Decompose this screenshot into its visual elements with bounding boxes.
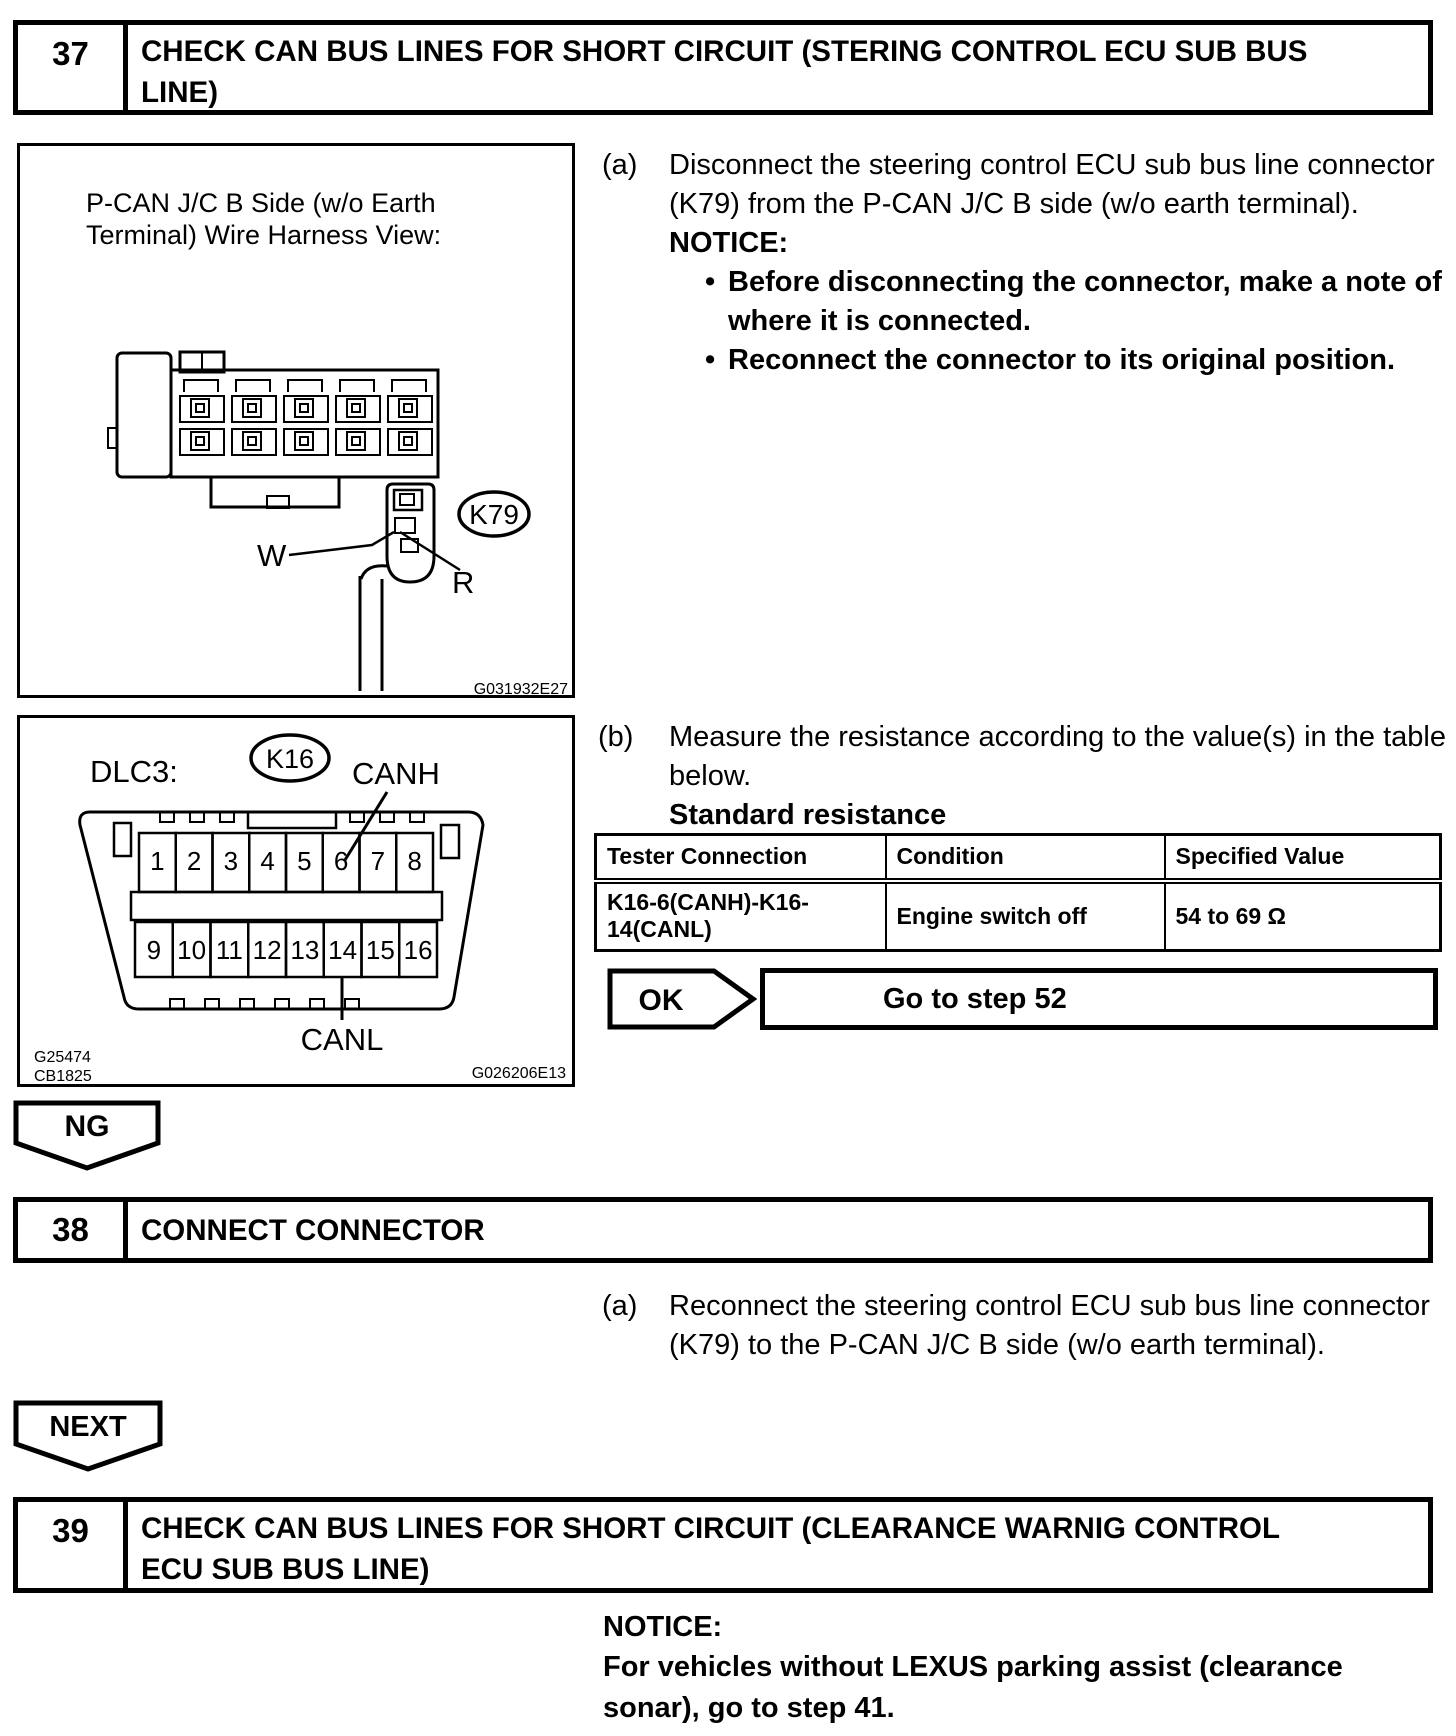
step-37-header	[13, 20, 1433, 115]
bullet-icon: •	[705, 344, 716, 376]
ng-label: NG	[64, 1110, 110, 1143]
step-37-notice-label: NOTICE:	[669, 227, 789, 259]
step-38-header	[13, 1197, 1433, 1263]
dlc3-connector-drawing	[20, 718, 572, 1084]
wire-label-r: R	[452, 565, 475, 600]
dlc3-pin-number: 14	[328, 935, 358, 965]
dlc3-pin-number: 12	[252, 935, 282, 965]
dlc3-pin-number: 7	[370, 846, 386, 876]
terminal-shape	[392, 380, 426, 392]
k79-label: K79	[469, 499, 519, 530]
step-37-b-text: Measure the resistance according to the value(s) in the table below.	[669, 721, 1446, 792]
dlc3-pin-number: 2	[186, 846, 202, 876]
step-39-header	[13, 1497, 1433, 1593]
standard-resistance-table	[594, 833, 1442, 952]
next-label: NEXT	[49, 1411, 127, 1443]
canl-label: CANL	[300, 1022, 384, 1057]
step-37-a-label: (a)	[602, 149, 638, 181]
ok-label: OK	[638, 984, 684, 1017]
next-arrow	[13, 1400, 163, 1478]
dlc3-pins-top-row	[139, 833, 433, 892]
step-39-title: CHECK CAN BUS LINES FOR SHORT CIRCUIT (CLEARANCE WARNIG CONTROL ECU SUB BUS LINE)	[141, 1512, 1280, 1586]
terminal-shape	[196, 437, 204, 445]
col-specified-value: Specified Value	[1165, 835, 1441, 881]
step-39-notice	[603, 1608, 1443, 1729]
step-38-number: 38	[18, 1202, 128, 1258]
figure-harness-view	[17, 143, 575, 698]
terminal-shape	[352, 404, 360, 412]
canh-label: CANH	[352, 756, 440, 791]
standard-resistance-title: Standard resistance	[669, 799, 947, 831]
step-37-number: 37	[18, 25, 128, 110]
cell-tester-connection: K16-6(CANH)-K16-14(CANL)	[596, 881, 886, 951]
terminal-shape	[300, 404, 308, 412]
step-38-title: CONNECT CONNECTOR	[141, 1213, 485, 1247]
table-row	[596, 881, 1441, 951]
terminal-shape	[243, 432, 261, 450]
terminal-shape	[184, 380, 218, 392]
step-39-notice-text: For vehicles without LEXUS parking assist (clearance sonar), go to step 41.	[603, 1651, 1343, 1724]
step-38-a-label: (a)	[602, 1290, 638, 1322]
step-37-notice-bullet-2: Reconnect the connector to its original position.	[728, 344, 1396, 376]
dlc3-pin-number: 1	[150, 846, 165, 876]
ok-action-box: Go to step 52	[760, 968, 1438, 1030]
figure1-caption-line2: Terminal) Wire Harness View:	[86, 220, 442, 250]
terminal-shape	[236, 380, 270, 392]
dlc3-caption: DLC3:	[90, 754, 178, 789]
step-37-notice-bullet-1: Before disconnecting the connector, make a note of where it is connected.	[728, 266, 1442, 337]
dlc3-pin-number: 16	[403, 935, 433, 965]
col-tester-connection: Tester Connection	[596, 835, 886, 881]
step-37-instruction-a	[602, 146, 1456, 380]
figure2-code-left-1: G25474	[34, 1049, 91, 1066]
cell-condition: Engine switch off	[886, 881, 1165, 951]
terminal-shape	[191, 432, 209, 450]
step-37-b-label: (b)	[598, 721, 634, 753]
terminal-shape	[196, 404, 204, 412]
terminal-shape	[404, 404, 412, 412]
bullet-icon: •	[705, 266, 716, 298]
figure2-code-left-2: CB1825	[34, 1068, 92, 1084]
terminal-shape	[288, 380, 322, 392]
figure-dlc3	[17, 715, 575, 1087]
dlc3-pin-number: 6	[333, 846, 349, 876]
dlc3-pin-number: 11	[215, 935, 243, 965]
dlc3-pin-number: 5	[297, 846, 312, 876]
terminal-shape	[191, 399, 209, 417]
terminal-shape	[295, 432, 313, 450]
dlc3-pins-bottom-row	[135, 922, 437, 977]
terminal-shape	[243, 399, 261, 417]
terminal-shape	[248, 404, 256, 412]
step-37-title: CHECK CAN BUS LINES FOR SHORT CIRCUIT (STERING CONTROL ECU SUB BUS LINE)	[141, 35, 1308, 109]
terminal-shape	[295, 399, 313, 417]
col-condition: Condition	[886, 835, 1165, 881]
dlc3-pin-number: 15	[365, 935, 395, 965]
dlc3-pin-number: 10	[177, 935, 207, 965]
k16-label: K16	[265, 744, 315, 774]
cell-specified-value: 54 to 69 Ω	[1165, 881, 1441, 951]
table-header-row	[596, 835, 1441, 881]
step-37-instruction-b	[598, 718, 1456, 835]
terminal-shape	[404, 437, 412, 445]
terminal-shape	[300, 437, 308, 445]
step-38-instruction-a	[602, 1287, 1456, 1365]
step-39-number: 39	[18, 1502, 128, 1588]
step-37-a-text: Disconnect the steering control ECU sub bus line connector (K79) from the P-CAN J/C B side (w/o earth terminal).	[669, 149, 1435, 220]
terminal-shape	[399, 432, 417, 450]
figure1-caption-line1: P-CAN J/C B Side (w/o Earth	[86, 188, 436, 218]
ng-arrow	[13, 1100, 161, 1177]
step-39-notice-label: NOTICE:	[603, 1611, 723, 1643]
dlc3-pin-number: 4	[260, 846, 275, 876]
terminal-grid	[180, 380, 432, 455]
dlc3-pin-number: 13	[290, 935, 320, 965]
dlc3-pin-number: 3	[223, 846, 239, 876]
terminal-shape	[352, 437, 360, 445]
terminal-shape	[248, 437, 256, 445]
terminal-shape	[347, 399, 365, 417]
figure1-code: G031932E27	[473, 681, 568, 695]
figure2-code-right: G026206E13	[471, 1065, 566, 1082]
terminal-shape	[399, 399, 417, 417]
step-38-a-text: Reconnect the steering control ECU sub bus line connector (K79) to the P-CAN J/C B side (w/o earth terminal).	[669, 1290, 1430, 1361]
w-pointer-line	[289, 532, 394, 555]
wire-label-w: W	[257, 538, 287, 573]
dlc3-pin-number: 8	[407, 846, 422, 876]
dlc3-pin-number: 9	[146, 935, 162, 965]
terminal-shape	[347, 432, 365, 450]
harness-connector-drawing	[20, 146, 572, 695]
ok-arrow	[607, 968, 757, 1035]
terminal-shape	[340, 380, 374, 392]
wire-lines	[360, 566, 387, 695]
